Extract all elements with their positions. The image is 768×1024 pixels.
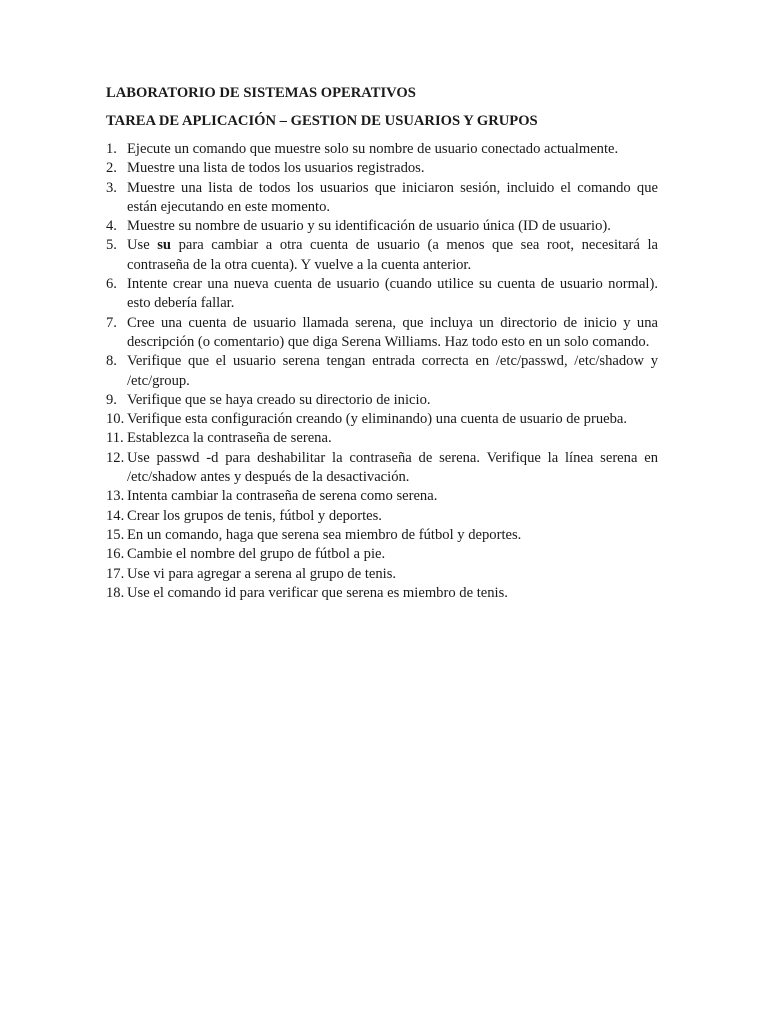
item-text-post: para cambiar a otra cuenta de usuario (a menos que sea root, necesitará la contraseña de la otra cuenta). Y vuelve a la cuenta anterior.: [127, 237, 658, 273]
item-text: [127, 236, 658, 275]
list-item: [106, 565, 658, 584]
item-number: 16.: [106, 546, 125, 563]
list-item: [106, 507, 658, 526]
document-title: LABORATORIO DE SISTEMAS OPERATIVOS: [106, 85, 416, 101]
item-text: Muestre su nombre de usuario y su identificación de usuario única (ID de usuario).: [127, 218, 611, 235]
item-text: Crear los grupos de tenis, fútbol y deportes.: [127, 507, 382, 524]
item-number: 13.: [106, 488, 125, 505]
item-number: 6.: [106, 276, 117, 293]
list-item: [106, 159, 658, 178]
item-text: Use passwd -d para deshabilitar la contraseña de serena. Verifique la línea serena en /etc/shadow antes y después de la desactivación.: [127, 449, 658, 486]
task-list: [106, 140, 658, 603]
item-text: Cree una cuenta de usuario llamada serena, que incluya un directorio de inicio y una descripción (o comentario) que diga Serena Williams. Haz todo esto en un solo comando.: [127, 314, 658, 350]
list-item: [106, 314, 658, 353]
item-number: 11.: [106, 430, 124, 447]
item-text: Establezca la contraseña de serena.: [127, 430, 332, 447]
item-text-command: su: [157, 237, 172, 254]
item-text: Muestre una lista de todos los usuarios que iniciaron sesión, incluido el comando que están ejecutando en este momento.: [127, 179, 658, 215]
item-number: 1.: [106, 141, 117, 157]
item-number: 17.: [106, 565, 125, 582]
item-number: 2.: [106, 160, 117, 177]
item-text: Use el comando id para verificar que serena es miembro de tenis.: [127, 584, 508, 601]
list-item: [106, 391, 658, 410]
item-text: Muestre una lista de todos los usuarios registrados.: [127, 160, 425, 177]
list-item: [106, 179, 658, 218]
list-item: [106, 449, 658, 488]
item-number: 14.: [106, 507, 125, 524]
item-text: Cambie el nombre del grupo de fútbol a pie.: [127, 546, 386, 563]
item-text: Intenta cambiar la contraseña de serena como serena.: [127, 488, 438, 505]
item-number: 4.: [106, 218, 117, 235]
item-number: 10.: [106, 411, 125, 428]
item-text: Verifique esta configuración creando (y eliminando) una cuenta de usuario de prueba.: [127, 411, 628, 428]
item-text: Ejecute un comando que muestre solo su nombre de usuario conectado actualmente.: [127, 141, 619, 157]
item-text: Verifique que se haya creado su directorio de inicio.: [127, 391, 431, 408]
list-item: [106, 352, 658, 391]
list-item: [106, 545, 658, 564]
list-item: [106, 410, 658, 429]
document-subtitle: TAREA DE APLICACIÓN – GESTION DE USUARIOS Y GRUPOS: [106, 113, 538, 129]
item-number: 15.: [106, 526, 125, 543]
list-item: [106, 487, 658, 506]
item-number: 9.: [106, 391, 117, 408]
item-text: Intente crear una nueva cuenta de usuario (cuando utilice su cuenta de usuario normal). esto debería fallar.: [127, 276, 658, 312]
item-number: 12.: [106, 449, 125, 466]
item-number: 8.: [106, 353, 117, 370]
item-number: 7.: [106, 314, 117, 331]
list-item: [106, 526, 658, 545]
item-text: En un comando, haga que serena sea miembro de fútbol y deportes.: [127, 526, 522, 543]
item-number: 3.: [106, 179, 117, 196]
list-item: [106, 429, 658, 448]
item-number: 5.: [106, 237, 117, 254]
document-content: [106, 84, 658, 603]
item-text-pre: Use: [127, 237, 158, 254]
item-text: Verifique que el usuario serena tengan entrada correcta en /etc/passwd, /etc/shadow y /etc/group.: [127, 353, 658, 389]
list-item: [106, 584, 658, 603]
list-item: [106, 236, 658, 275]
list-item: [106, 217, 658, 236]
item-text: Use vi para agregar a serena al grupo de tenis.: [127, 565, 397, 582]
list-item: [106, 275, 658, 314]
item-number: 18.: [106, 584, 125, 601]
list-item: [106, 140, 658, 159]
